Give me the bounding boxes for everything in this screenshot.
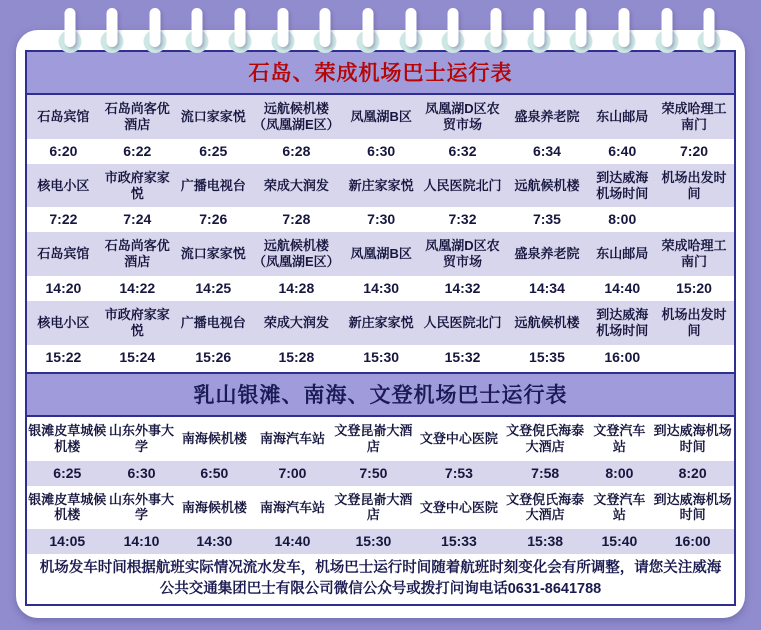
binder-ring-icon (361, 8, 376, 56)
time-cell: 6:50 (175, 461, 253, 486)
station-cell: 荣成哈理工南门 (654, 95, 734, 139)
station-cell: 凤凰湖B区 (341, 95, 422, 139)
time-cell: 14:40 (590, 276, 654, 301)
time-cell: 15:26 (175, 345, 252, 370)
binder-ring-icon (190, 8, 205, 56)
station-cell: 文登汽车站 (588, 486, 652, 530)
station-cell: 石岛宾馆 (27, 95, 100, 139)
time-cell: 7:32 (421, 207, 503, 232)
time-cell: 7:24 (100, 207, 175, 232)
time-cell: 15:30 (332, 529, 415, 554)
binder-ring-icon (233, 8, 248, 56)
station-cell: 远航候机楼（凤凰湖E区） (252, 95, 341, 139)
station-row (27, 95, 734, 139)
time-cell: 6:30 (108, 461, 176, 486)
station-cell: 荣成哈理工南门 (654, 232, 734, 276)
station-cell: 石岛尚客优酒店 (100, 95, 175, 139)
table2-title: 乳山银滩、南海、文登机场巴士运行表 (27, 372, 734, 417)
station-cell: 凤凰湖D区农贸市场 (421, 95, 503, 139)
station-row (27, 417, 734, 461)
station-cell: 市政府家家悦 (100, 164, 175, 208)
time-cell: 7:53 (415, 461, 503, 486)
station-row (27, 486, 734, 530)
station-cell: 文登倪氏海泰大酒店 (503, 486, 588, 530)
station-cell: 银滩皮草城候机楼 (27, 486, 108, 530)
time-cell: 8:00 (588, 461, 652, 486)
time-row (27, 529, 734, 554)
footer-notice: 机场发车时间根据航班实际情况流水发车，机场巴士运行时间随着航班时刻变化会有所调整，请您关注威海公共交通集团巴士有限公司微信公众号或拨打问询电话0631-8641788 (39, 560, 722, 598)
station-cell: 人民医院北门 (421, 301, 503, 345)
binder-ring-icon (105, 8, 120, 56)
station-cell: 石岛尚客优酒店 (100, 232, 175, 276)
station-cell: 文登倪氏海泰大酒店 (503, 417, 588, 461)
station-cell: 南海候机楼 (175, 486, 253, 530)
time-cell: 7:20 (654, 139, 734, 164)
time-cell: 6:34 (503, 139, 590, 164)
station-cell: 广播电视台 (175, 301, 252, 345)
schedule-card (16, 30, 745, 618)
station-cell: 南海汽车站 (253, 486, 331, 530)
binder-ring-icon (62, 8, 77, 56)
station-cell: 流口家家悦 (175, 95, 252, 139)
time-cell: 6:25 (175, 139, 252, 164)
rushan-nanhai-wendeng-schedule-table (27, 417, 734, 554)
time-cell: 14:30 (341, 276, 422, 301)
binder-ring-icon (446, 8, 461, 56)
binder-ring-icon (617, 8, 632, 56)
time-cell: 15:28 (252, 345, 341, 370)
station-cell: 凤凰湖B区 (341, 232, 422, 276)
binder-ring-icon (403, 8, 418, 56)
time-cell: 7:30 (341, 207, 422, 232)
time-cell: 6:40 (590, 139, 654, 164)
station-cell: 山东外事大学 (108, 417, 176, 461)
station-row (27, 164, 734, 208)
time-cell: 15:32 (421, 345, 503, 370)
station-cell: 机场出发时间 (654, 164, 734, 208)
time-cell: 14:28 (252, 276, 341, 301)
time-cell: 15:38 (503, 529, 588, 554)
station-row (27, 301, 734, 345)
time-cell: 14:40 (253, 529, 331, 554)
station-cell: 人民医院北门 (421, 164, 503, 208)
time-cell: 6:30 (341, 139, 422, 164)
time-cell: 15:30 (341, 345, 422, 370)
time-cell: 14:05 (27, 529, 108, 554)
station-cell: 远航候机楼（凤凰湖E区） (252, 232, 341, 276)
time-cell: 7:28 (252, 207, 341, 232)
time-cell: 6:20 (27, 139, 100, 164)
time-row (27, 461, 734, 486)
time-row (27, 345, 734, 370)
station-cell: 到达威海机场时间 (590, 164, 654, 208)
binder-ring-icon (702, 8, 717, 56)
time-cell: 14:32 (421, 276, 503, 301)
time-cell: 6:28 (252, 139, 341, 164)
time-cell: 7:50 (332, 461, 415, 486)
time-cell: 14:20 (27, 276, 100, 301)
time-cell: 16:00 (651, 529, 734, 554)
time-cell: 7:58 (503, 461, 588, 486)
time-cell: 15:22 (27, 345, 100, 370)
time-cell: 14:25 (175, 276, 252, 301)
time-cell: 6:25 (27, 461, 108, 486)
station-cell: 文登中心医院 (415, 417, 503, 461)
station-row (27, 232, 734, 276)
station-cell: 远航候机楼 (503, 301, 590, 345)
station-cell: 文登昆嵛大酒店 (332, 486, 415, 530)
time-cell: 8:20 (651, 461, 734, 486)
station-cell: 山东外事大学 (108, 486, 176, 530)
table1-title: 石岛、荣成机场巴士运行表 (27, 52, 734, 95)
schedule-content (25, 50, 736, 606)
time-cell: 14:22 (100, 276, 175, 301)
time-cell (654, 345, 734, 370)
binder-ring-icon (318, 8, 333, 56)
station-cell: 到达威海机场时间 (590, 301, 654, 345)
station-cell: 东山邮局 (590, 232, 654, 276)
station-cell: 新庄家家悦 (341, 301, 422, 345)
time-cell (654, 207, 734, 232)
shidao-rongcheng-schedule-table (27, 95, 734, 370)
station-cell: 新庄家家悦 (341, 164, 422, 208)
binder-ring-icon (531, 8, 546, 56)
binder-ring-icon (489, 8, 504, 56)
time-cell: 15:20 (654, 276, 734, 301)
station-cell: 到达威海机场时间 (651, 417, 734, 461)
time-cell: 15:33 (415, 529, 503, 554)
station-cell: 流口家家悦 (175, 232, 252, 276)
time-cell: 6:22 (100, 139, 175, 164)
station-cell: 远航候机楼 (503, 164, 590, 208)
binder-ring-icon (659, 8, 674, 56)
time-cell: 7:26 (175, 207, 252, 232)
binder-ring-icon (574, 8, 589, 56)
binder-ring-icon (147, 8, 162, 56)
spiral-binding (62, 8, 717, 56)
station-cell: 广播电视台 (175, 164, 252, 208)
station-cell: 盛泉养老院 (503, 95, 590, 139)
station-cell: 盛泉养老院 (503, 232, 590, 276)
time-row (27, 139, 734, 164)
binder-ring-icon (275, 8, 290, 56)
station-cell: 市政府家家悦 (100, 301, 175, 345)
time-cell: 15:24 (100, 345, 175, 370)
station-cell: 凤凰湖D区农贸市场 (421, 232, 503, 276)
time-cell: 7:22 (27, 207, 100, 232)
station-cell: 南海汽车站 (253, 417, 331, 461)
station-cell: 文登昆嵛大酒店 (332, 417, 415, 461)
station-cell: 核电小区 (27, 164, 100, 208)
time-cell: 6:32 (421, 139, 503, 164)
station-cell: 东山邮局 (590, 95, 654, 139)
station-cell: 核电小区 (27, 301, 100, 345)
station-cell: 石岛宾馆 (27, 232, 100, 276)
station-cell: 南海候机楼 (175, 417, 253, 461)
time-cell: 7:00 (253, 461, 331, 486)
time-cell: 16:00 (590, 345, 654, 370)
station-cell: 荣成大润发 (252, 164, 341, 208)
time-cell: 15:35 (503, 345, 590, 370)
station-cell: 机场出发时间 (654, 301, 734, 345)
time-cell: 8:00 (590, 207, 654, 232)
station-cell: 银滩皮草城候机楼 (27, 417, 108, 461)
station-cell: 到达威海机场时间 (651, 486, 734, 530)
time-cell: 7:35 (503, 207, 590, 232)
time-row (27, 207, 734, 232)
station-cell: 文登汽车站 (588, 417, 652, 461)
time-cell: 15:40 (588, 529, 652, 554)
time-cell: 14:34 (503, 276, 590, 301)
time-cell: 14:10 (108, 529, 176, 554)
station-cell: 荣成大润发 (252, 301, 341, 345)
time-row (27, 276, 734, 301)
station-cell: 文登中心医院 (415, 486, 503, 530)
time-cell: 14:30 (175, 529, 253, 554)
